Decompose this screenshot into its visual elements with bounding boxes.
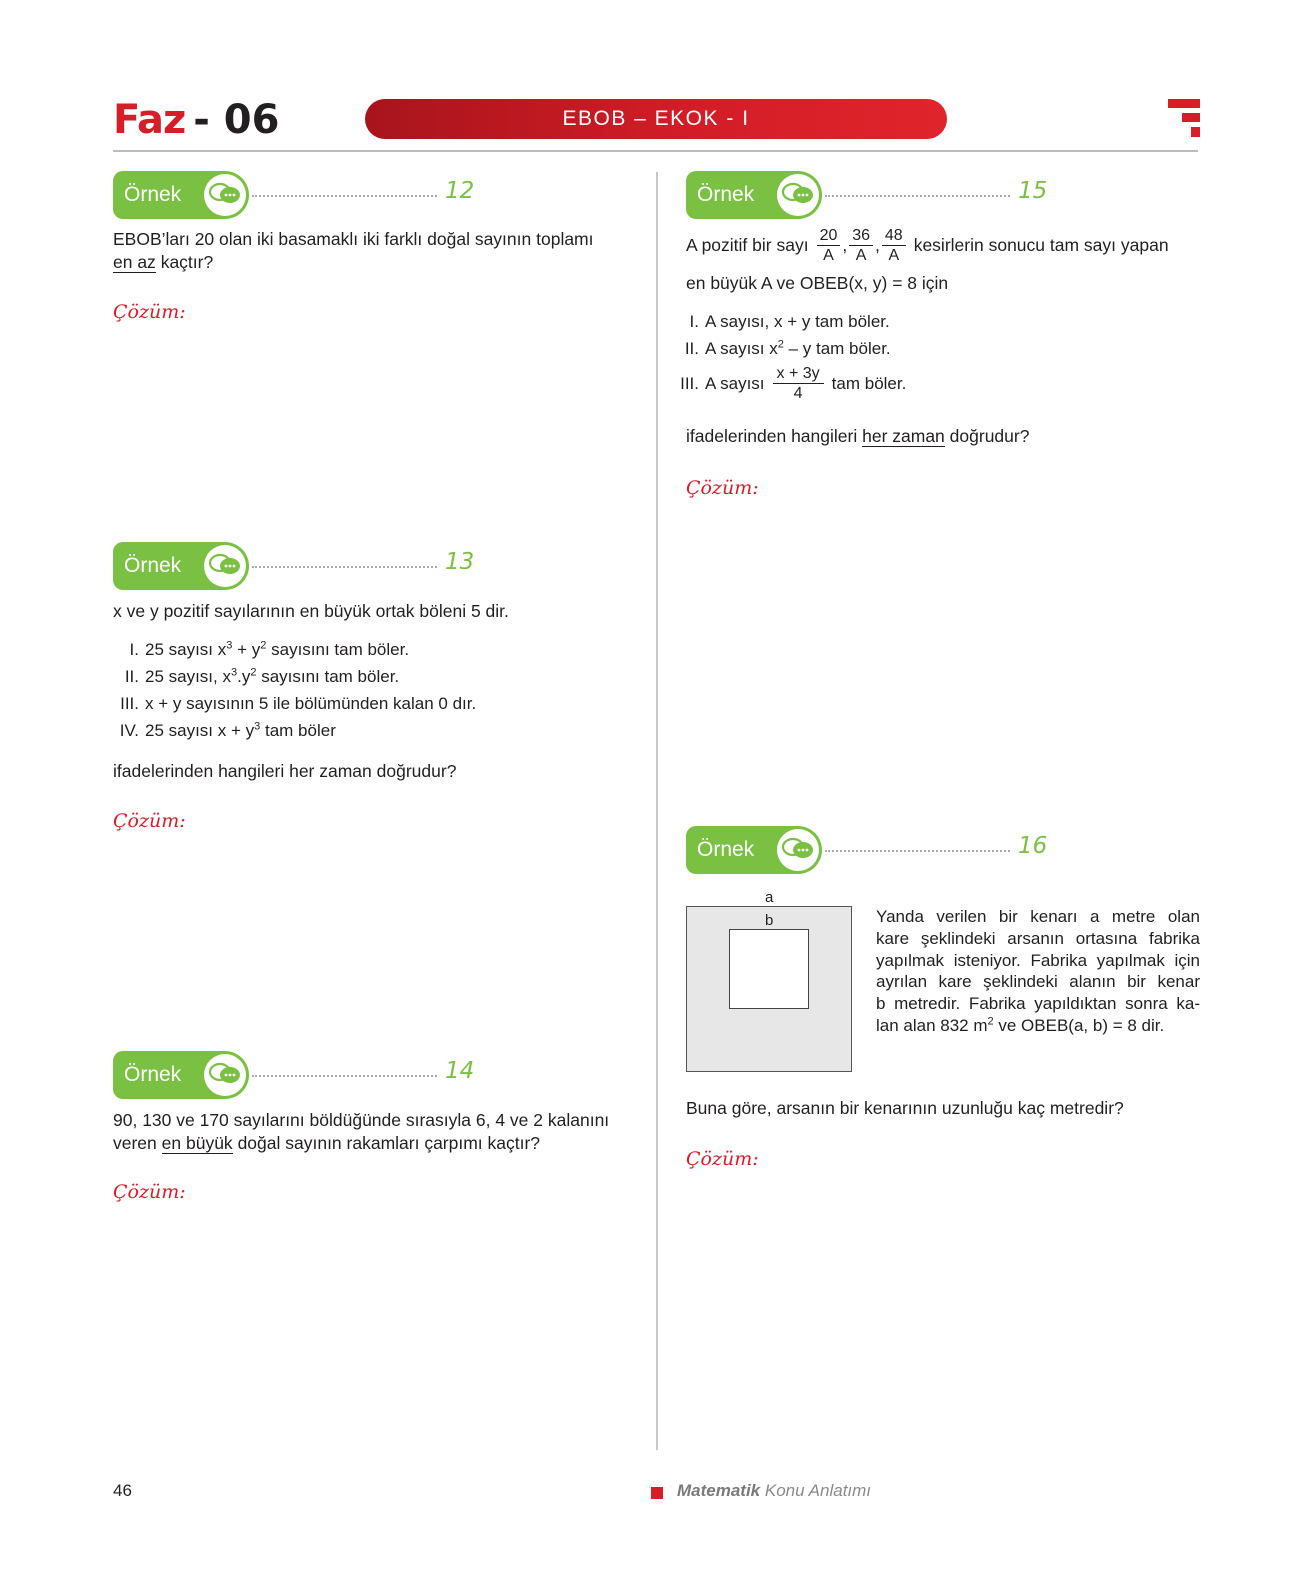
example-number: 12 — [445, 178, 475, 204]
example-label: Örnek — [697, 183, 755, 206]
superscript: 2 — [777, 338, 784, 351]
logo-text: Faz — [113, 97, 186, 143]
example-number: 14 — [445, 1058, 475, 1084]
fraction-denominator: 4 — [793, 385, 803, 402]
superscript: 3 — [254, 720, 261, 733]
item-text: 25 sayısı x + y — [145, 721, 255, 740]
comma: , — [842, 235, 848, 255]
example-tag — [686, 826, 822, 874]
logo-number: - 06 — [193, 97, 280, 143]
superscript: 3 — [226, 639, 233, 652]
solution-label: Çözüm: — [686, 1148, 759, 1170]
fraction-numerator: 48 — [882, 226, 906, 246]
dotted-leader — [825, 195, 1010, 197]
example-15-question-line1 — [686, 226, 1206, 265]
example-label: Örnek — [124, 183, 182, 206]
fraction — [849, 226, 873, 265]
column-divider — [656, 172, 658, 1450]
paragraph-line: yapılmak isteniyor. Fabrika yapılmak için — [876, 950, 1200, 970]
fraction — [882, 226, 906, 265]
footer-brand — [677, 1481, 871, 1501]
item-text: – y tam böler. — [783, 339, 891, 358]
example-16-question: Buna göre, arsanın bir kenarının uzunluğu kaç metredir? — [686, 1098, 1124, 1118]
speech-bubbles-icon — [777, 829, 819, 871]
solution-label: Çözüm: — [113, 810, 186, 832]
item-text: tam böler — [260, 721, 336, 740]
paragraph-line: ayrılan kare şeklindeki alanın bir kenar — [876, 972, 1200, 992]
list-item — [107, 693, 476, 715]
brand-rest: Konu Anlatımı — [764, 1481, 872, 1500]
roman-numeral: III. — [680, 373, 699, 393]
item-text: A sayısı x — [705, 339, 778, 358]
question-text: doğal sayının rakamları çarpımı kaçtır? — [237, 1133, 541, 1153]
item-text: sayısını tam böler. — [256, 667, 400, 686]
item-text: A sayısı — [705, 373, 765, 393]
paragraph-line: Yanda verilen bir kenarı a metre olan — [876, 907, 1200, 926]
list-item — [667, 364, 906, 403]
underlined-phrase: her zaman — [862, 426, 945, 446]
example-13-question: ifadelerinden hangileri her zaman doğrudur? — [113, 761, 457, 781]
underlined-phrase: en az — [113, 252, 156, 272]
item-text: sayısını tam böler. — [266, 640, 410, 659]
label-a: a — [765, 889, 774, 906]
example-tag — [113, 171, 249, 219]
superscript: 2 — [260, 639, 267, 652]
list-item — [667, 311, 890, 333]
fraction-denominator: A — [823, 247, 834, 264]
faz-logo — [113, 97, 280, 143]
example-label: Örnek — [124, 1063, 182, 1086]
item-text: + y — [232, 640, 261, 659]
question-text: doğrudur? — [949, 426, 1030, 446]
item-text: .y — [237, 667, 251, 686]
question-text: ifadelerinden hangileri — [686, 426, 858, 446]
fraction — [817, 226, 841, 265]
list-item — [107, 639, 476, 661]
roman-numeral: I. — [689, 312, 699, 331]
question-text: veren — [113, 1133, 157, 1153]
inner-square-figure — [729, 929, 809, 1009]
fraction-numerator: 36 — [849, 226, 873, 246]
example-tag — [113, 1051, 249, 1099]
roman-numeral: II. — [124, 667, 139, 686]
question-text: A pozitif bir sayı — [686, 235, 809, 255]
paragraph-text: lan alan 832 m — [876, 1015, 988, 1035]
faz-mark-icon — [1168, 99, 1200, 139]
example-number: 15 — [1018, 178, 1048, 204]
question-text: 90, 130 ve 170 sayılarını böldüğünde sırasıyla 6, 4 ve 2 kalanını — [113, 1110, 610, 1130]
example-12-question — [113, 228, 628, 274]
list-item — [107, 666, 476, 688]
label-b: b — [765, 912, 774, 929]
solution-label: Çözüm: — [686, 477, 759, 499]
example-14-question — [113, 1109, 633, 1155]
example-tag — [113, 542, 249, 590]
roman-numeral: III. — [120, 694, 139, 713]
roman-numeral: I. — [129, 640, 139, 659]
fraction-denominator: A — [888, 247, 900, 264]
chapter-title: EBOB – EKOK - I — [562, 107, 750, 130]
chapter-title-bar — [365, 99, 947, 139]
brand-bold: Matematik — [677, 1481, 761, 1500]
item-text: 25 sayısı x — [145, 640, 227, 659]
superscript: 2 — [987, 1015, 994, 1028]
paragraph-line: b metredir. Fabrika yapıldıktan sonra ka- — [876, 994, 1200, 1014]
dotted-leader — [252, 195, 437, 197]
comma: , — [875, 235, 880, 255]
list-item — [107, 720, 476, 742]
roman-numeral: II. — [684, 339, 699, 358]
paragraph-line — [876, 1015, 1200, 1037]
question-text: EBOB’ları 20 olan iki basamaklı iki farklı doğal sayının toplamı — [113, 229, 594, 249]
dotted-leader — [252, 1075, 437, 1077]
example-tag — [686, 171, 822, 219]
paragraph-line: kare şeklindeki arsanın ortasına fabrika — [876, 928, 1200, 948]
example-15-question-line2: en büyük A ve OBEB(x, y) = 8 için — [686, 273, 949, 293]
example-16-paragraph — [876, 906, 1200, 1037]
item-text: tam böler. — [831, 373, 907, 393]
example-13-items — [107, 639, 476, 742]
example-13-intro: x ve y pozitif sayılarının en büyük ortak böleni 5 dir. — [113, 601, 509, 621]
speech-bubbles-icon — [204, 1054, 246, 1096]
paragraph-text: ve OBEB(a, b) = 8 dir. — [993, 1015, 1165, 1035]
footer-square-icon — [651, 1487, 663, 1499]
fraction — [773, 364, 824, 403]
superscript: 2 — [250, 666, 257, 679]
dotted-leader — [252, 566, 437, 568]
example-label: Örnek — [124, 554, 182, 577]
speech-bubbles-icon — [777, 174, 819, 216]
page-number: 46 — [113, 1481, 132, 1500]
solution-label: Çözüm: — [113, 301, 186, 323]
list-item — [667, 338, 891, 360]
header-divider — [113, 150, 1198, 152]
speech-bubbles-icon — [204, 174, 246, 216]
speech-bubbles-icon — [204, 545, 246, 587]
question-text: kesirlerin sonucu tam sayı yapan — [913, 235, 1169, 255]
item-text: A sayısı, x + y tam böler. — [705, 312, 890, 331]
dotted-leader — [825, 850, 1010, 852]
question-end: kaçtır? — [160, 252, 214, 272]
solution-label: Çözüm: — [113, 1181, 186, 1203]
roman-numeral: IV. — [119, 721, 139, 740]
example-15-question — [686, 425, 1029, 448]
example-number: 16 — [1018, 833, 1048, 859]
example-label: Örnek — [697, 838, 755, 861]
fraction-numerator: 20 — [817, 226, 841, 246]
fraction-denominator: A — [855, 247, 867, 264]
underlined-phrase: en büyük — [161, 1133, 233, 1153]
fraction-numerator: x + 3y — [773, 364, 824, 384]
example-number: 13 — [445, 549, 475, 575]
superscript: 3 — [230, 666, 238, 679]
item-text: 25 sayısı, x — [145, 667, 231, 686]
item-text: x + y sayısının 5 ile bölümünden kalan 0 dır. — [145, 694, 477, 713]
